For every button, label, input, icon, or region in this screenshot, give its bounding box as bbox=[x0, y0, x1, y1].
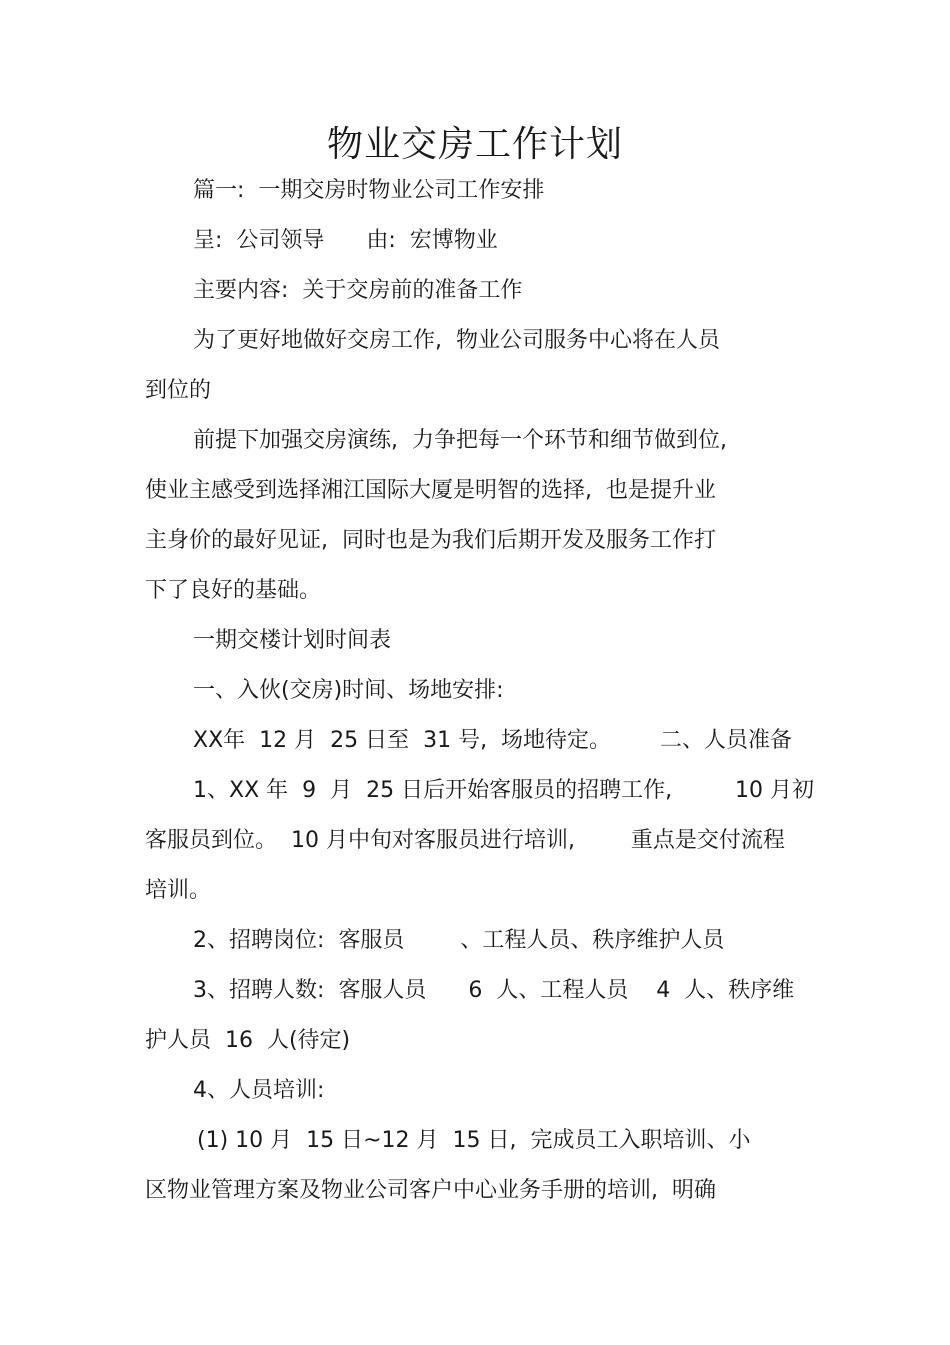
text-line: 护人员 16 人(待定) bbox=[145, 1028, 351, 1053]
text-line: 为了更好地做好交房工作, 物业公司服务中心将在人员 bbox=[193, 328, 720, 353]
text-line: XX年 12 月 25 日至 31 号, 场地待定。 二、人员准备 bbox=[193, 728, 792, 753]
text-line: 使业主感受到选择湘江国际大厦是明智的选择, 也是提升业 bbox=[145, 478, 716, 503]
text-line: 主要内容: 关于交房前的准备工作 bbox=[193, 278, 523, 303]
text-line: 篇一: 一期交房时物业公司工作安排 bbox=[193, 178, 545, 203]
text-line: 一、入伙(交房)时间、场地安排: bbox=[193, 678, 504, 703]
text-line: 到位的 bbox=[145, 378, 212, 403]
text-line: 客服员到位。 10 月中旬对客服员进行培训, 重点是交付流程 bbox=[145, 828, 785, 853]
text-line: (1) 10 月 15 日~12 月 15 日, 完成员工入职培训、小 bbox=[197, 1128, 751, 1153]
text-line: 一期交楼计划时间表 bbox=[193, 628, 392, 653]
text-line: 呈: 公司领导 由: 宏博物业 bbox=[193, 228, 498, 253]
text-line: 4、人员培训: bbox=[193, 1078, 325, 1103]
text-line: 2、招聘岗位: 客服员 、工程人员、秩序维护人员 bbox=[193, 928, 725, 953]
text-line: 区物业管理方案及物业公司客户中心业务手册的培训, 明确 bbox=[145, 1178, 716, 1203]
text-line: 3、招聘人数: 客服人员 6 人、工程人员 4 人、秩序维 bbox=[193, 978, 795, 1003]
text-line: 前提下加强交房演练, 力争把每一个环节和细节做到位, bbox=[193, 428, 727, 453]
document-title: 物业交房工作计划 bbox=[326, 124, 623, 165]
text-line: 下了良好的基础。 bbox=[145, 578, 322, 603]
text-line: 主身价的最好见证, 同时也是为我们后期开发及服务工作打 bbox=[145, 528, 716, 553]
text-line: 培训。 bbox=[145, 878, 212, 903]
text-line: 1、XX 年 9 月 25 日后开始客服员的招聘工作, 10 月初 bbox=[193, 778, 814, 803]
